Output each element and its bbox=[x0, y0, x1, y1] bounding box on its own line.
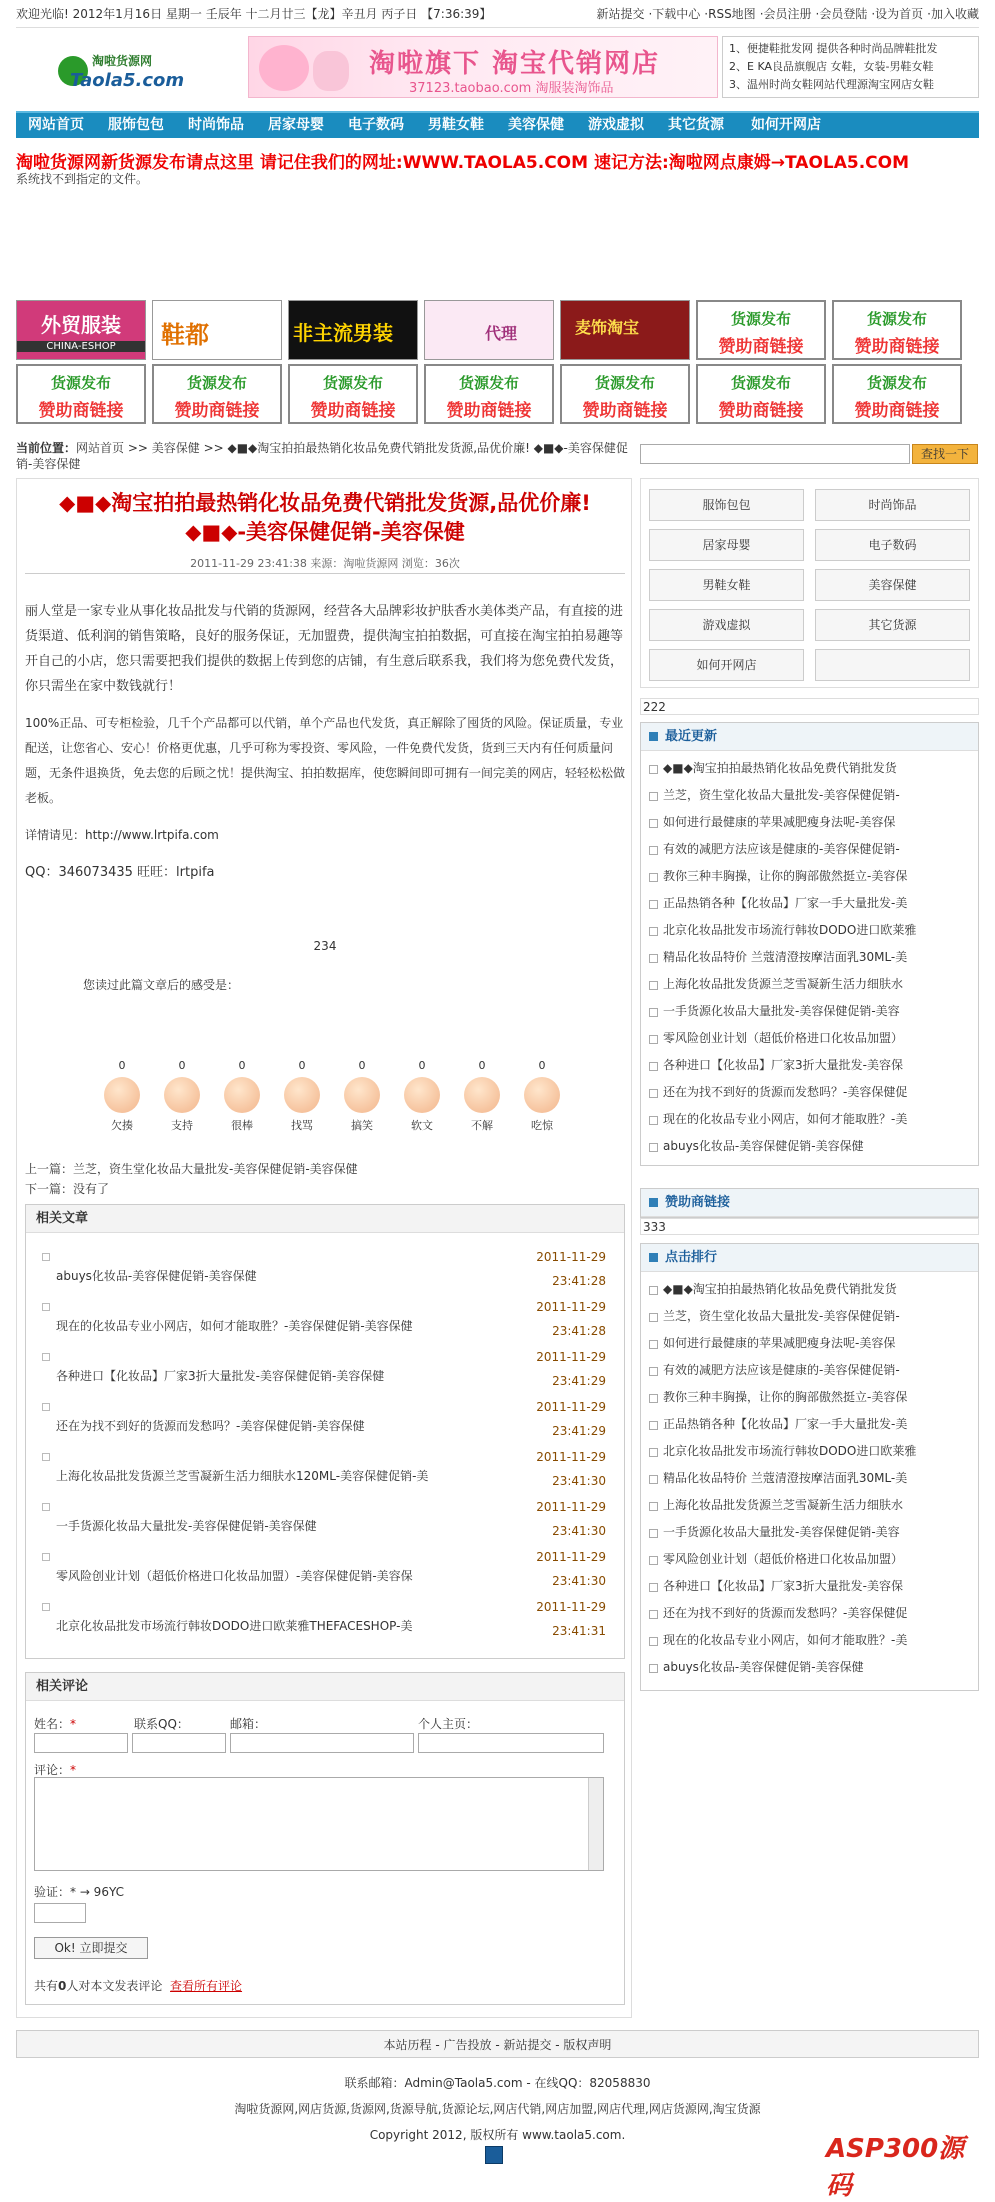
mood-count: 0 bbox=[118, 1059, 126, 1072]
list-item[interactable]: 精品化妆品特价 兰蔻清澄按摩洁面乳30ML-美 bbox=[649, 944, 970, 971]
list-item[interactable]: 北京化妆品批发市场流行韩妆DODO进口欧莱雅 bbox=[649, 1438, 970, 1465]
link-download[interactable]: ·下载中心 bbox=[648, 7, 701, 21]
sponsor-slot[interactable] bbox=[152, 364, 282, 424]
list-item[interactable]: 还在为找不到好的货源而发愁吗？-美容保健促 bbox=[649, 1600, 970, 1627]
site-notice[interactable]: 淘啦货源网新货源发布请点这里 请记住我们的网址:WWW.TAOLA5.COM 速记方法:淘啦网点康姆→TAOLA5.COM bbox=[16, 153, 910, 173]
sponsor-slot[interactable] bbox=[832, 364, 962, 424]
mood-item[interactable] bbox=[512, 1059, 572, 1133]
sponsor-slot[interactable] bbox=[560, 364, 690, 424]
list-item[interactable]: 上海化妆品批发货源兰芝雪凝新生活力细肤水 bbox=[649, 1492, 970, 1519]
verify-label: 验证：* → 96YC bbox=[34, 1885, 125, 1899]
mood-count: 0 bbox=[358, 1059, 366, 1072]
site-logo[interactable] bbox=[56, 50, 196, 96]
mood-count: 0 bbox=[178, 1059, 186, 1072]
ad-jewelry[interactable] bbox=[560, 300, 690, 360]
related-time: 23:41:30 bbox=[552, 1574, 606, 1588]
mood-face-icon bbox=[224, 1077, 260, 1113]
nav-how-to-open[interactable]: 如何开网店 bbox=[751, 117, 821, 133]
rank-list bbox=[641, 1272, 978, 1685]
footer-links[interactable]: 本站历程 - 广告投放 - 新站提交 - 版权声明 bbox=[16, 2030, 979, 2058]
sponsor-title: 赞助商链接 bbox=[641, 1189, 978, 1217]
link-login[interactable]: ·会员登陆 bbox=[815, 7, 868, 21]
comments-summary: 共有0人对本文发表评论 查看所有评论 bbox=[34, 1979, 243, 1993]
article-body bbox=[25, 599, 625, 897]
list-item[interactable]: 上海化妆品批发货源兰芝雪凝新生活力细肤水 bbox=[649, 971, 970, 998]
related-date: 2011-11-29 bbox=[536, 1350, 606, 1364]
mood-question: 您读过此篇文章后的感受是： bbox=[83, 978, 240, 992]
list-item[interactable]: 现在的化妆品专业小网店，如何才能取胜？-美 bbox=[649, 1106, 970, 1133]
link-submit-site[interactable]: 新站提交 bbox=[596, 7, 645, 21]
related-date: 2011-11-29 bbox=[536, 1550, 606, 1564]
article-paragraph: QQ：346073435 旺旺：lrtpifa bbox=[25, 865, 215, 880]
link-favorite[interactable]: ·加入收藏 bbox=[927, 7, 979, 21]
mood-label: 搞笑 bbox=[351, 1119, 373, 1132]
list-item[interactable]: 教你三种丰胸操，让你的胸部傲然挺立-美容保 bbox=[649, 863, 970, 890]
top-news-item[interactable]: 3、温州时尚女鞋网站代理源淘宝网店女鞋 bbox=[729, 78, 934, 91]
mood-item[interactable] bbox=[272, 1059, 332, 1133]
ad-label: 非主流男装 bbox=[293, 321, 393, 345]
related-title-link[interactable]: 一手货源化妆品大量批发-美容保健促销-美容保健 bbox=[56, 1519, 317, 1533]
top-bar bbox=[16, 0, 979, 28]
sponsor-line1: 货源发布 bbox=[730, 374, 791, 392]
list-item[interactable]: 零风险创业计划（超低价格进口化妆品加盟） bbox=[649, 1025, 970, 1052]
divider bbox=[25, 573, 625, 574]
bullet-icon bbox=[42, 1503, 50, 1511]
sponsor-line2: 赞助商链接 bbox=[174, 401, 260, 421]
list-item[interactable]: 教你三种丰胸操，让你的胸部傲然挺立-美容保 bbox=[649, 1384, 970, 1411]
related-articles-box bbox=[25, 1204, 625, 1659]
bullet-icon bbox=[42, 1553, 50, 1561]
category-electronics[interactable]: 电子数码 bbox=[815, 529, 970, 561]
related-date: 2011-11-29 bbox=[536, 1400, 606, 1414]
related-time: 23:41:29 bbox=[552, 1424, 606, 1438]
sponsor-box bbox=[640, 1188, 979, 1218]
view-all-comments-link[interactable]: 查看所有评论 bbox=[170, 1979, 243, 1993]
search-button[interactable]: 查找一下 bbox=[912, 444, 978, 464]
list-item[interactable]: ◆■◆淘宝拍拍最热销化妆品免费代销批发货 bbox=[649, 1276, 970, 1303]
mood-label: 不解 bbox=[471, 1119, 493, 1132]
top-banner-ad[interactable] bbox=[248, 36, 718, 98]
related-date: 2011-11-29 bbox=[536, 1600, 606, 1614]
link-register[interactable]: ·会员注册 bbox=[759, 7, 812, 21]
mood-count: 0 bbox=[418, 1059, 426, 1072]
list-item[interactable]: 各种进口【化妆品】厂家3折大量批发-美容保 bbox=[649, 1573, 970, 1600]
sponsor-line2: 赞助商链接 bbox=[854, 337, 940, 357]
error-message: 系统找不到指定的文件。 bbox=[16, 172, 149, 186]
article-paragraph: 丽人堂是一家专业从事化妆品批发与代销的货源网，经营各大品牌彩妆护肤香水美体类产品，有直接的进货渠道、低利润的销售策略，良好的服务保证，无加盟费，提供淘宝拍拍数据，可直接在淘宝拍拍易趣等开自己的小店，您只需要把我们提供的数据上传到您的店铺，有生意后联系我，我们将为您免费代发货，你只需坐在家中数钱就行！ bbox=[25, 604, 624, 694]
related-time: 23:41:29 bbox=[552, 1374, 606, 1388]
main-nav bbox=[16, 111, 979, 138]
latest-list bbox=[641, 751, 978, 1164]
mood-item[interactable] bbox=[92, 1059, 152, 1133]
comments-title: 相关评论 bbox=[26, 1673, 624, 1701]
list-item[interactable]: 一手货源化妆品大量批发-美容保健促销-美容 bbox=[649, 1519, 970, 1546]
list-item[interactable] bbox=[36, 1245, 616, 1295]
top-news-list bbox=[722, 36, 979, 98]
mood-face-icon bbox=[524, 1077, 560, 1113]
related-time: 23:41:28 bbox=[552, 1274, 606, 1288]
category-shoes[interactable]: 男鞋女鞋 bbox=[649, 569, 804, 601]
nav-games[interactable]: 游戏虚拟 bbox=[588, 117, 644, 133]
sponsor-line2: 赞助商链接 bbox=[38, 401, 124, 421]
list-item[interactable]: 如何进行最健康的苹果减肥瘦身法呢-美容保 bbox=[649, 1330, 970, 1357]
mood-label: 找骂 bbox=[291, 1119, 313, 1132]
banner-title: 淘啦旗下 淘宝代销网店 bbox=[369, 49, 661, 79]
ad-shoe-city[interactable] bbox=[152, 300, 282, 360]
link-rss[interactable]: ·RSS地图 bbox=[704, 7, 756, 21]
sponsor-slot[interactable] bbox=[16, 364, 146, 424]
category-box bbox=[640, 478, 979, 688]
list-item[interactable]: abuys化妆品-美容保健促销-美容保健 bbox=[649, 1133, 970, 1160]
mood-item[interactable] bbox=[452, 1059, 512, 1133]
category-accessories[interactable]: 时尚饰品 bbox=[815, 489, 970, 521]
watermark-text: ASP300源码 bbox=[826, 2134, 965, 2201]
breadcrumb-label: 当前位置： bbox=[16, 441, 77, 455]
rank-title: 点击排行 bbox=[641, 1244, 978, 1272]
email-label: 邮箱： bbox=[230, 1717, 267, 1731]
category-apparel[interactable]: 服饰包包 bbox=[649, 489, 804, 521]
sponsor-line2: 赞助商链接 bbox=[854, 401, 940, 421]
mood-label: 支持 bbox=[171, 1119, 193, 1132]
list-item[interactable]: 还在为找不到好的货源而发愁吗？-美容保健促 bbox=[649, 1079, 970, 1106]
side-number: 222 bbox=[640, 698, 979, 715]
comments-box bbox=[25, 1672, 625, 2005]
mood-item[interactable] bbox=[332, 1059, 392, 1133]
sponsor-slot[interactable] bbox=[832, 300, 962, 360]
sponsor-line2: 赞助商链接 bbox=[718, 337, 804, 357]
verify-field[interactable] bbox=[34, 1903, 86, 1923]
qq-field[interactable] bbox=[132, 1733, 226, 1753]
stats-icon[interactable] bbox=[485, 2146, 503, 2164]
list-item[interactable]: 北京化妆品批发市场流行韩妆DODO进口欧莱雅 bbox=[649, 917, 970, 944]
logo-en: Taola5.com bbox=[70, 70, 185, 91]
category-other[interactable]: 其它货源 bbox=[815, 609, 970, 641]
bullet-icon bbox=[42, 1453, 50, 1461]
related-title-link[interactable]: 还在为找不到好的货源而发愁吗？-美容保健促销-美容保健 bbox=[56, 1419, 365, 1433]
sponsor-slot[interactable] bbox=[424, 364, 554, 424]
bullet-icon bbox=[42, 1403, 50, 1411]
related-date: 2011-11-29 bbox=[536, 1300, 606, 1314]
mood-item[interactable] bbox=[212, 1059, 272, 1133]
submit-button[interactable]: Ok! 立即提交 bbox=[34, 1937, 148, 1959]
mood-face-icon bbox=[164, 1077, 200, 1113]
mood-count: 0 bbox=[478, 1059, 486, 1072]
ad-makeup-agent[interactable] bbox=[424, 300, 554, 360]
footer-contact: 联系邮箱：Admin@Taola5.com - 在线QQ：82058830 bbox=[344, 2076, 651, 2090]
list-item[interactable] bbox=[36, 1445, 616, 1495]
bullet-icon bbox=[42, 1353, 50, 1361]
mood-count: 0 bbox=[238, 1059, 246, 1072]
list-item[interactable]: 现在的化妆品专业小网店，如何才能取胜？-美 bbox=[649, 1627, 970, 1654]
list-item[interactable]: 正品热销各种【化妆品】厂家一手大量批发-美 bbox=[649, 1411, 970, 1438]
sponsor-slot[interactable] bbox=[696, 300, 826, 360]
mood-face-icon bbox=[104, 1077, 140, 1113]
list-item[interactable]: 兰芝，资生堂化妆品大量批发-美容保健促销- bbox=[649, 1303, 970, 1330]
comment-textarea[interactable] bbox=[34, 1777, 604, 1871]
mood-count: 0 bbox=[298, 1059, 306, 1072]
related-title-link[interactable]: 北京化妆品批发市场流行韩妆DODO进口欧莱雅THEFACESHOP-美 bbox=[56, 1619, 413, 1633]
sponsor-line1: 货源发布 bbox=[186, 374, 247, 392]
nav-home[interactable]: 网站首页 bbox=[28, 117, 84, 133]
article-meta: 2011-11-29 23:41:38 来源：淘啦货源网 浏览：36次 bbox=[190, 557, 460, 570]
related-title-link[interactable]: 现在的化妆品专业小网店，如何才能取胜？-美容保健促销-美容保健 bbox=[56, 1319, 413, 1333]
qq-label: 联系QQ： bbox=[134, 1717, 189, 1731]
mood-bar bbox=[92, 1059, 572, 1133]
watermark-logo bbox=[826, 2120, 986, 2201]
list-item[interactable]: abuys化妆品-美容保健促销-美容保健 bbox=[649, 1654, 970, 1681]
ad-label: 外贸服装 bbox=[41, 313, 121, 337]
ad-label: 代理 bbox=[485, 324, 518, 343]
mood-face-icon bbox=[344, 1077, 380, 1113]
nav-home-baby[interactable]: 居家母婴 bbox=[268, 117, 324, 133]
related-title: 相关文章 bbox=[26, 1205, 624, 1233]
sponsor-line1: 货源发布 bbox=[50, 374, 111, 392]
banner-url: 37123.taobao.com 淘服装淘饰品 bbox=[409, 81, 614, 96]
logo-cn: 淘啦货源网 bbox=[92, 54, 153, 68]
list-item[interactable]: 有效的减肥方法应该是健康的-美容保健促销- bbox=[649, 1357, 970, 1384]
list-item[interactable] bbox=[36, 1495, 616, 1545]
sponsor-line2: 赞助商链接 bbox=[310, 401, 396, 421]
email-field[interactable] bbox=[230, 1733, 414, 1753]
latest-updates-box bbox=[640, 722, 979, 1166]
category-beauty[interactable]: 美容保健 bbox=[815, 569, 970, 601]
article-title: ◆■◆淘宝拍拍最热销化妆品免费代销批发货源,品优价廉! ◆■◆-美容保健促销-美容保健 bbox=[59, 491, 591, 544]
mood-label: 吃惊 bbox=[531, 1119, 553, 1132]
homepage-field[interactable] bbox=[418, 1733, 604, 1753]
sponsor-line1: 货源发布 bbox=[730, 310, 791, 328]
mood-face-icon bbox=[284, 1077, 320, 1113]
list-item[interactable]: 精品化妆品特价 兰蔻清澄按摩洁面乳30ML-美 bbox=[649, 1465, 970, 1492]
related-title-link[interactable]: 上海化妆品批发货源兰芝雪凝新生活力细肤水120ML-美容保健促销-美 bbox=[56, 1469, 429, 1483]
list-item[interactable] bbox=[36, 1345, 616, 1395]
mood-label: 欠揍 bbox=[111, 1119, 133, 1132]
mood-count: 0 bbox=[538, 1059, 546, 1072]
breadcrumb bbox=[16, 440, 632, 472]
list-item[interactable] bbox=[36, 1595, 616, 1645]
related-time: 23:41:30 bbox=[552, 1524, 606, 1538]
list-item[interactable] bbox=[36, 1545, 616, 1595]
article-paragraph: 详情请见：http://www.lrtpifa.com bbox=[25, 828, 219, 842]
ad-sublabel: CHINA-ESHOP bbox=[17, 341, 145, 352]
welcome-text: 欢迎光临! 2012年1月16日 星期一 壬辰年 十二月廿三【龙】辛丑月 丙子日 【7:36:39】 bbox=[16, 7, 492, 21]
view-counter: 234 bbox=[313, 939, 337, 953]
related-title-link[interactable]: 各种进口【化妆品】厂家3折大量批发-美容保健促销-美容保健 bbox=[56, 1369, 385, 1383]
list-item[interactable]: 正品热销各种【化妆品】厂家一手大量批发-美 bbox=[649, 890, 970, 917]
ad-foreign-trade[interactable] bbox=[16, 300, 146, 360]
name-field[interactable] bbox=[34, 1733, 128, 1753]
name-label: 姓名：* bbox=[34, 1717, 77, 1731]
prev-next bbox=[25, 1159, 358, 1199]
top-news-item[interactable]: 2、E KA良品旗舰店 女鞋，女装-男鞋女鞋 bbox=[729, 60, 934, 73]
sponsor-line1: 货源发布 bbox=[322, 374, 383, 392]
sponsor-line1: 货源发布 bbox=[594, 374, 655, 392]
mood-item[interactable] bbox=[152, 1059, 212, 1133]
bullet-icon bbox=[42, 1303, 50, 1311]
related-time: 23:41:30 bbox=[552, 1474, 606, 1488]
bullet-icon bbox=[42, 1603, 50, 1611]
sponsor-line2: 赞助商链接 bbox=[582, 401, 668, 421]
mood-label: 很棒 bbox=[231, 1119, 253, 1132]
link-set-home[interactable]: ·设为首页 bbox=[871, 7, 924, 21]
scrollbar[interactable] bbox=[588, 1778, 603, 1870]
list-item[interactable]: 各种进口【化妆品】厂家3折大量批发-美容保 bbox=[649, 1052, 970, 1079]
nav-electronics[interactable]: 电子数码 bbox=[348, 117, 404, 133]
footer-copyright: Copyright 2012, 版权所有 www.taola5.com. bbox=[369, 2128, 626, 2142]
breadcrumb-path[interactable]: 网站首页 >> 美容保健 >> ◆■◆淘宝拍拍最热销化妆品免费代销批发货源,品优价廉! ◆■◆-美容保健促销-美容保健 bbox=[16, 441, 628, 471]
content-label: 评论：* bbox=[34, 1763, 77, 1777]
category-empty bbox=[815, 649, 970, 681]
list-item[interactable]: 兰芝，资生堂化妆品大量批发-美容保健促销- bbox=[649, 782, 970, 809]
nav-other[interactable]: 其它货源 bbox=[668, 117, 724, 133]
ad-mens-wear[interactable] bbox=[288, 300, 418, 360]
category-games[interactable]: 游戏虚拟 bbox=[649, 609, 804, 641]
mood-item[interactable] bbox=[392, 1059, 452, 1133]
nav-accessories[interactable]: 时尚饰品 bbox=[188, 117, 244, 133]
nav-beauty[interactable]: 美容保健 bbox=[508, 117, 564, 133]
click-rank-box bbox=[640, 1243, 979, 1691]
sponsor-line2: 赞助商链接 bbox=[446, 401, 532, 421]
related-title-link[interactable]: 零风险创业计划（超低价格进口化妆品加盟）-美容保健促销-美容保 bbox=[56, 1569, 413, 1583]
related-date: 2011-11-29 bbox=[536, 1450, 606, 1464]
article-panel bbox=[16, 478, 632, 2018]
top-news-item[interactable]: 1、便捷鞋批发网 提供各种时尚品牌鞋批发 bbox=[729, 42, 938, 55]
related-time: 23:41:28 bbox=[552, 1324, 606, 1338]
next-article-link[interactable]: 下一篇：没有了 bbox=[25, 1182, 110, 1196]
list-item[interactable]: ◆■◆淘宝拍拍最热销化妆品免费代销批发货 bbox=[649, 755, 970, 782]
sponsor-line1: 货源发布 bbox=[866, 310, 927, 328]
bullet-icon bbox=[42, 1253, 50, 1261]
sponsor-slot[interactable] bbox=[288, 364, 418, 424]
sponsor-line1: 货源发布 bbox=[458, 374, 519, 392]
list-item[interactable]: 一手货源化妆品大量批发-美容保健促销-美容 bbox=[649, 998, 970, 1025]
mood-face-icon bbox=[404, 1077, 440, 1113]
search-input[interactable] bbox=[640, 444, 910, 464]
side-number: 333 bbox=[640, 1218, 979, 1235]
top-links bbox=[596, 0, 979, 28]
related-date: 2011-11-29 bbox=[536, 1500, 606, 1514]
nav-apparel[interactable]: 服饰包包 bbox=[108, 117, 164, 133]
related-date: 2011-11-29 bbox=[536, 1250, 606, 1264]
mood-label: 软文 bbox=[411, 1119, 433, 1132]
prev-article-link[interactable]: 上一篇：兰芝，资生堂化妆品大量批发-美容保健促销-美容保健 bbox=[25, 1162, 358, 1176]
list-item[interactable] bbox=[36, 1295, 616, 1345]
category-home-baby[interactable]: 居家母婴 bbox=[649, 529, 804, 561]
related-title-link[interactable]: abuys化妆品-美容保健促销-美容保健 bbox=[56, 1269, 257, 1283]
mood-face-icon bbox=[464, 1077, 500, 1113]
footer-keywords: 淘啦货源网,网店货源,货源网,货源导航,货源论坛,网店代销,网店加盟,网店代理,网店货源网,淘宝货源 bbox=[234, 2102, 761, 2116]
homepage-label: 个人主页： bbox=[418, 1717, 479, 1731]
sponsor-line1: 货源发布 bbox=[866, 374, 927, 392]
list-item[interactable]: 如何进行最健康的苹果减肥瘦身法呢-美容保 bbox=[649, 809, 970, 836]
ad-label: 鞋都 bbox=[161, 321, 209, 349]
latest-title: 最近更新 bbox=[641, 723, 978, 751]
related-time: 23:41:31 bbox=[552, 1624, 606, 1638]
nav-shoes[interactable]: 男鞋女鞋 bbox=[428, 117, 484, 133]
sponsor-slot[interactable] bbox=[696, 364, 826, 424]
category-how-to-open[interactable]: 如何开网店 bbox=[649, 649, 804, 681]
ad-label: 麦饰淘宝 bbox=[575, 318, 640, 337]
list-item[interactable]: 有效的减肥方法应该是健康的-美容保健促销- bbox=[649, 836, 970, 863]
list-item[interactable]: 零风险创业计划（超低价格进口化妆品加盟） bbox=[649, 1546, 970, 1573]
list-item[interactable] bbox=[36, 1395, 616, 1445]
article-paragraph: 100%正品、可专柜检验，几千个产品都可以代销，单个产品也代发货，真正解除了囤货的风险。保证质量，专业配送，让您省心、安心！价格更优惠，几乎可称为零投资、零风险，一件免费代发货，货到三天内有任何质量问题，无条件退换货，免去您的后顾之忧！提供淘宝、拍拍数据库，使您瞬间即可拥有一间完美的网店，轻轻松松做老板。 bbox=[25, 716, 626, 805]
sponsor-line2: 赞助商链接 bbox=[718, 401, 804, 421]
